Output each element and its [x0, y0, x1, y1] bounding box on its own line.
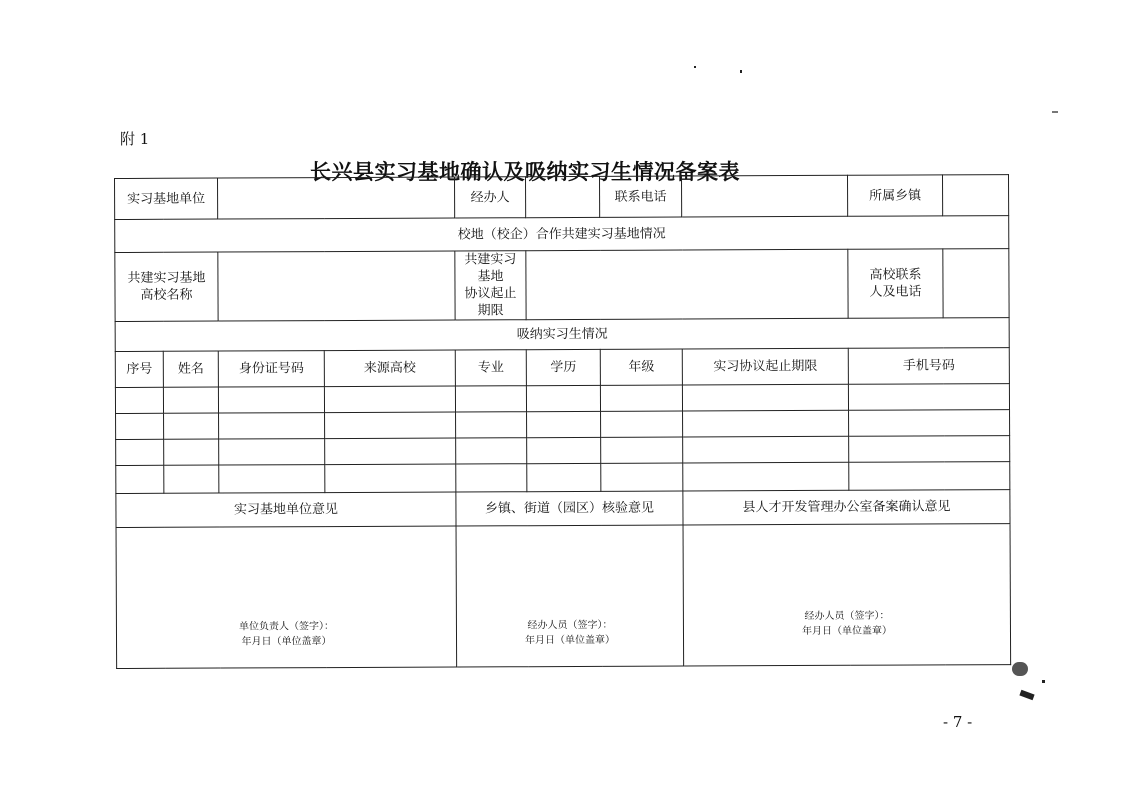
cell[interactable] — [455, 386, 526, 412]
cell[interactable] — [682, 384, 848, 411]
table-row — [116, 436, 1010, 466]
coop-section-row — [115, 216, 1009, 253]
township-value[interactable] — [943, 175, 1009, 216]
cell[interactable] — [849, 462, 1010, 491]
opinion-county-area[interactable] — [683, 524, 1011, 666]
header-grade: 年级 — [600, 349, 682, 385]
school-label — [115, 252, 218, 321]
header-school: 来源高校 — [324, 350, 455, 387]
township-date-line: 年月日（单位盖章） — [525, 634, 616, 647]
phone-label: 联系电话 — [600, 176, 682, 217]
unit-signature-block — [117, 619, 456, 650]
form-title: 长兴县实习基地确认及吸纳实习生情况备案表 — [310, 160, 740, 184]
header-mobile: 手机号码 — [848, 348, 1009, 385]
period-label-line2: 协议起止期限 — [464, 286, 517, 319]
cell[interactable] — [219, 465, 325, 493]
township-label: 所属乡镇 — [848, 175, 943, 216]
form-table — [114, 174, 1011, 669]
cell[interactable] — [219, 413, 325, 439]
scan-speck — [1052, 111, 1058, 113]
cell[interactable] — [527, 411, 601, 437]
unit-value[interactable] — [218, 177, 455, 219]
table-row — [116, 410, 1010, 440]
opinion-township-title: 乡镇、街道（园区）核验意见 — [456, 491, 683, 526]
period-label — [455, 251, 526, 320]
township-signature-block — [457, 618, 683, 649]
county-date-line: 年月日（单位盖章） — [801, 625, 893, 638]
cell[interactable] — [219, 439, 325, 465]
cell[interactable] — [164, 439, 219, 465]
intern-header-row — [115, 348, 1009, 388]
county-signature-block — [684, 608, 1010, 639]
opinion-title-row — [116, 490, 1010, 528]
cell[interactable] — [526, 385, 600, 411]
unit-label: 实习基地单位 — [115, 178, 218, 219]
scan-speck — [694, 66, 696, 68]
cell[interactable] — [163, 387, 218, 413]
cell[interactable] — [324, 386, 455, 413]
cell[interactable] — [849, 436, 1010, 463]
scan-speck — [1019, 690, 1034, 700]
contact-label — [848, 249, 943, 318]
cell[interactable] — [683, 410, 849, 437]
annex-label: 附 1 — [120, 130, 150, 148]
opinion-unit-title: 实习基地单位意见 — [116, 492, 456, 527]
cell[interactable] — [527, 437, 601, 463]
cell[interactable] — [115, 387, 163, 413]
handler-value[interactable] — [526, 176, 600, 217]
cell[interactable] — [164, 413, 219, 439]
header-serial: 序号 — [115, 351, 163, 387]
cell[interactable] — [601, 411, 683, 437]
cell[interactable] — [116, 465, 164, 493]
period-label-line1: 共建实习基地 — [464, 252, 517, 285]
header-education: 学历 — [526, 349, 600, 385]
cell[interactable] — [164, 465, 219, 493]
cell[interactable] — [116, 439, 164, 465]
base-info-row — [115, 175, 1009, 220]
period-value[interactable] — [526, 249, 848, 319]
header-id-number: 身份证号码 — [218, 351, 324, 387]
cell[interactable] — [683, 436, 849, 463]
handler-label: 经办人 — [455, 177, 526, 218]
unit-date-line: 年月日（单位盖章） — [241, 636, 332, 648]
phone-value[interactable] — [682, 175, 848, 217]
cell[interactable] — [456, 438, 527, 464]
cell[interactable] — [683, 462, 849, 491]
cell[interactable] — [849, 410, 1010, 437]
interns-section-row — [115, 318, 1009, 352]
cell[interactable] — [116, 413, 164, 439]
contact-value[interactable] — [943, 249, 1009, 318]
cell[interactable] — [325, 464, 456, 493]
cell[interactable] — [456, 464, 527, 492]
opinion-unit-area[interactable] — [116, 526, 457, 668]
header-major: 专业 — [455, 350, 526, 386]
contact-label-line1: 高校联系 — [869, 267, 922, 283]
opinion-township-area[interactable] — [456, 525, 684, 667]
scan-speck — [1012, 662, 1028, 676]
scan-speck — [740, 70, 742, 73]
cell[interactable] — [848, 384, 1009, 411]
school-label-line2: 高校名称 — [140, 287, 193, 303]
page-number: - 7 - — [943, 713, 973, 731]
coop-section-title: 校地（校企）合作共建实习基地情况 — [115, 216, 1009, 253]
registration-form — [114, 174, 1010, 662]
school-value[interactable] — [218, 251, 455, 321]
cell[interactable] — [218, 387, 324, 413]
county-sign-line: 经办人员（签字）： — [804, 610, 890, 622]
table-row — [115, 384, 1009, 414]
cell[interactable] — [601, 463, 683, 491]
cell[interactable] — [600, 385, 682, 411]
table-row — [116, 462, 1010, 494]
header-name: 姓名 — [163, 351, 218, 387]
cell[interactable] — [456, 412, 527, 438]
cell[interactable] — [325, 412, 456, 439]
scan-speck — [1042, 680, 1045, 683]
opinion-sign-row — [116, 524, 1011, 669]
contact-label-line2: 人及电话 — [869, 284, 922, 300]
school-label-line1: 共建实习基地 — [127, 270, 206, 286]
opinion-county-title: 县人才开发管理办公室备案确认意见 — [683, 490, 1010, 525]
cell[interactable] — [601, 437, 683, 463]
township-sign-line: 经办人员（签字）： — [527, 619, 613, 632]
coop-info-row — [115, 249, 1009, 322]
interns-section-title: 吸纳实习生情况 — [115, 318, 1009, 352]
header-agreement-period: 实习协议起止期限 — [682, 348, 848, 385]
unit-sign-line: 单位负责人（签字）： — [238, 621, 334, 633]
cell[interactable] — [325, 438, 456, 465]
cell[interactable] — [527, 463, 601, 491]
